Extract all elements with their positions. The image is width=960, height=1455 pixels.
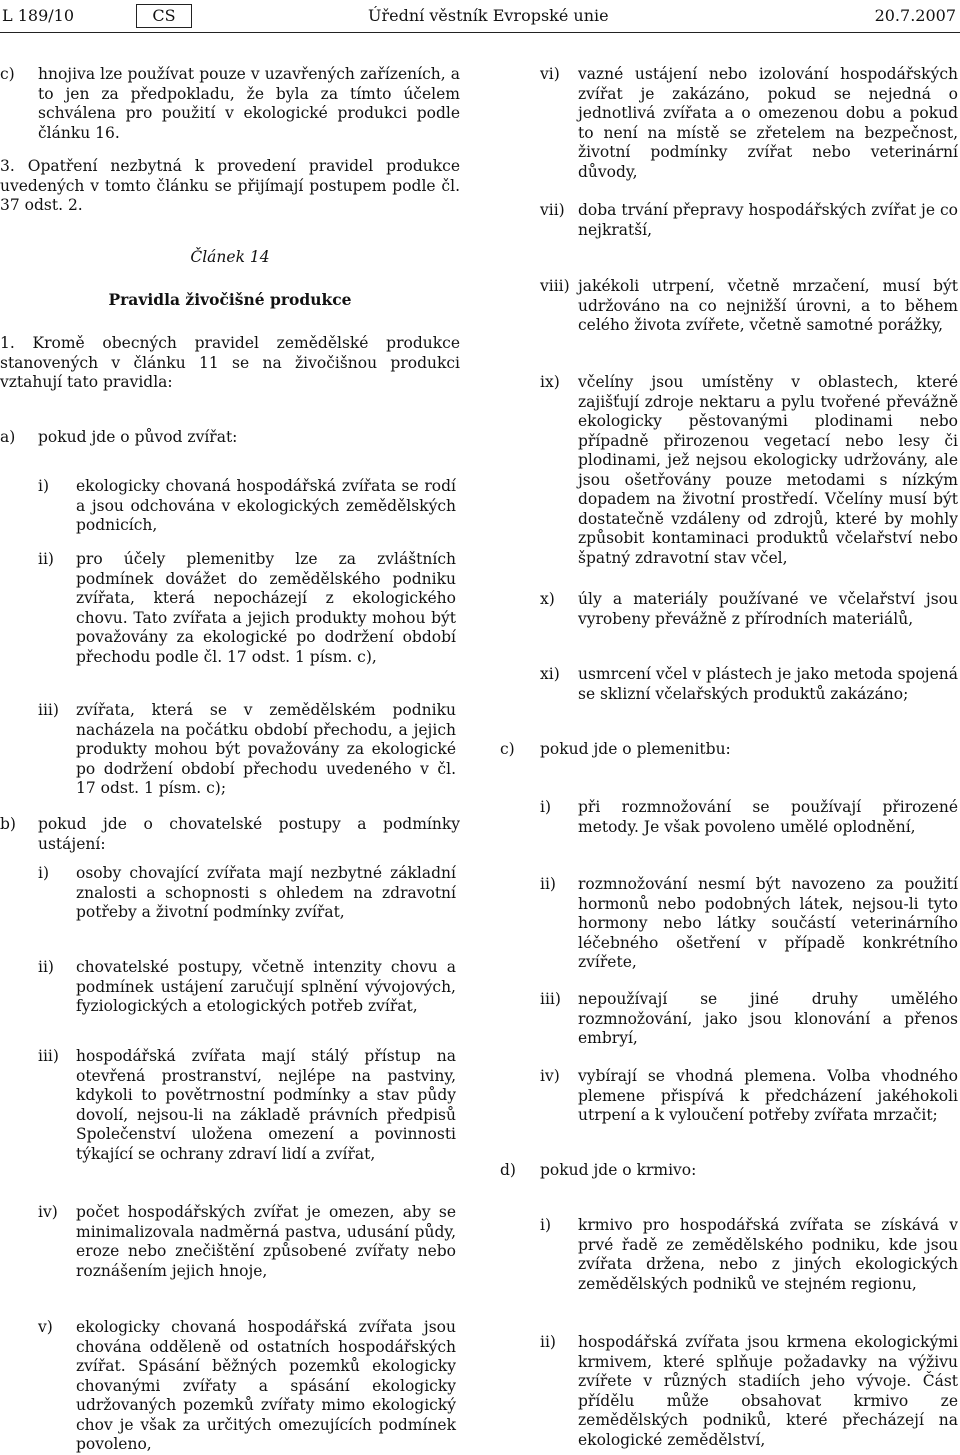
publication-date: 20.7.2007 [874,6,956,25]
language-code-box: CS [136,4,192,28]
article-title: Pravidla živočišné produkce [108,290,352,309]
page-header [0,0,960,33]
paragraph-1: 1. Kromě obecných pravidel zemědělské produkce stanovených v článku 11 se na živočišnou produkci vztahují tato pravidla: [0,334,460,391]
article-number: Článek 14 [190,248,270,266]
paragraph-3: 3. Opatření nezbytná k provedení pravidel produkce uvedených v tomto článku se přijímají postupem podle čl. 37 odst. 2. [0,157,460,214]
journal-title: Úřední věstník Evropské unie [368,6,609,25]
page-reference: L 189/10 [2,6,74,25]
